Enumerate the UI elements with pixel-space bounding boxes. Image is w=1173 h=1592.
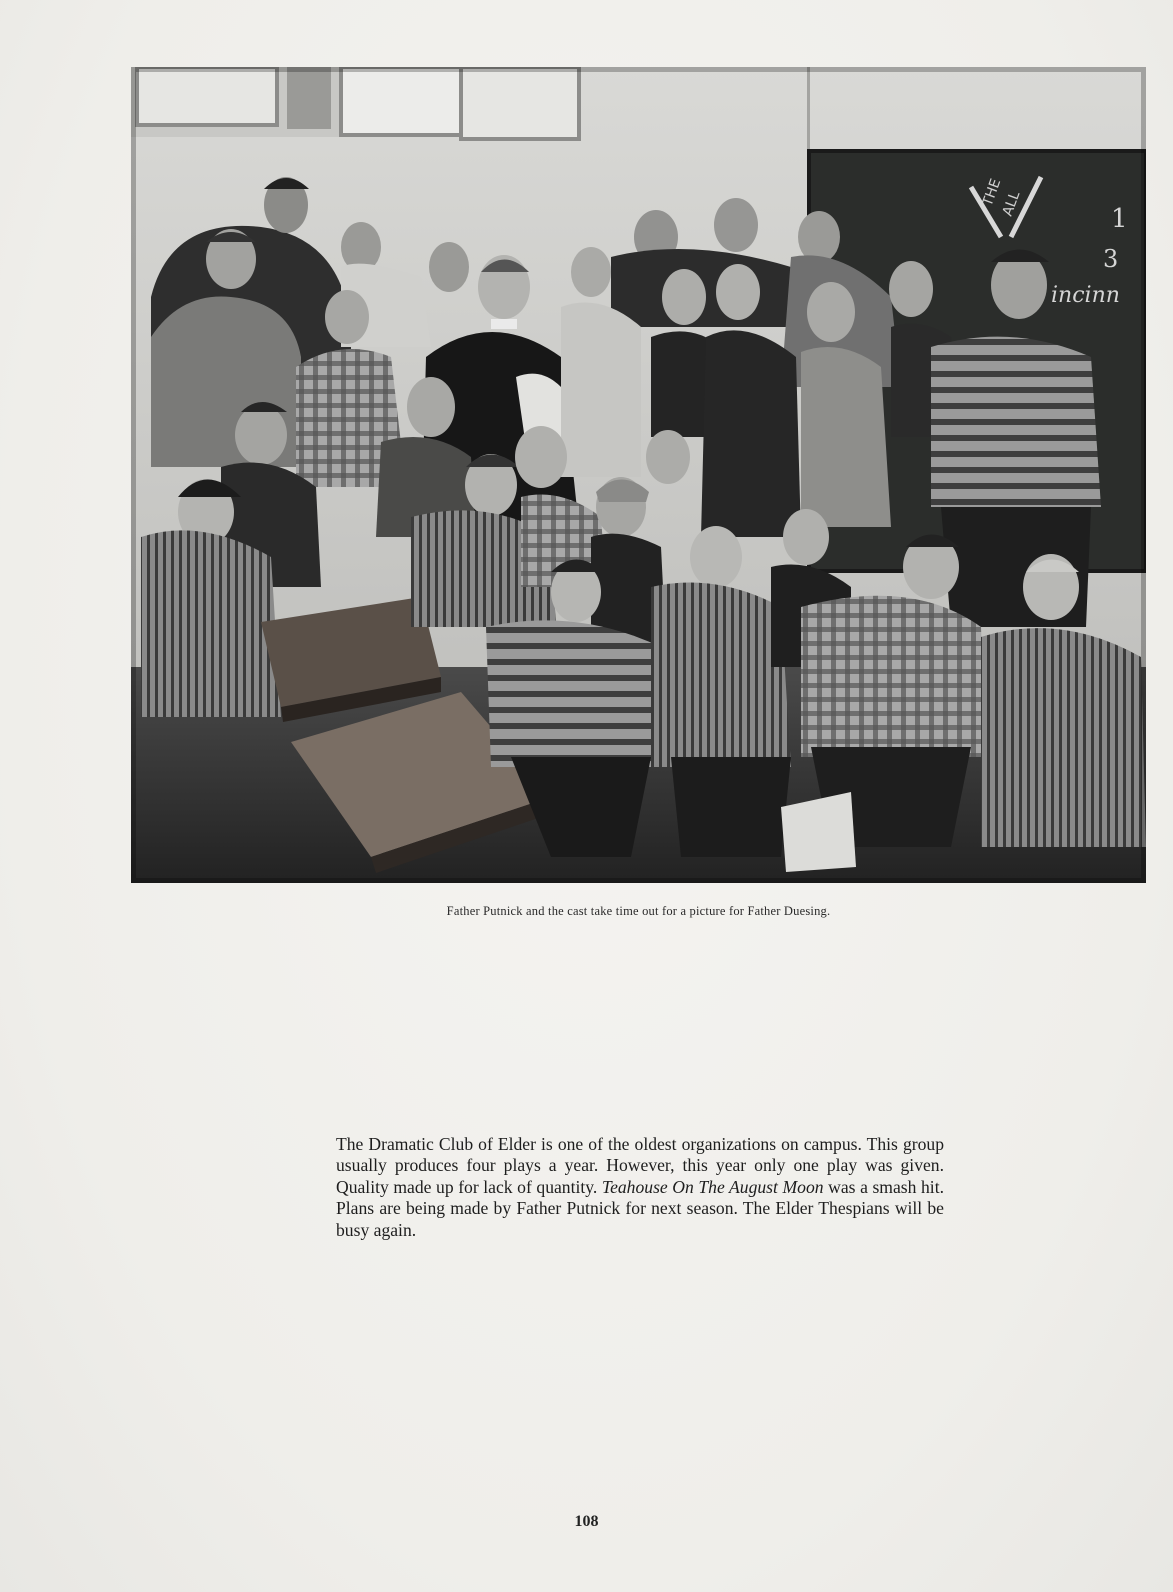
play-title: Teahouse On The August Moon: [601, 1176, 824, 1197]
photo-caption: Father Putnick and the cast take time out for a picture for Father Duesing.: [446, 904, 831, 918]
chalk-text-all: ALL: [999, 189, 1024, 219]
windows: [131, 67, 581, 139]
page-number: 108: [574, 1513, 599, 1530]
chalk-text-the: THE: [979, 176, 1005, 209]
paragraph-text-before-title: The Dramatic Club of Elder is one of the oldest organizations on campus. This group usually produces four plays a year. However, this year only one play was given. Quality made up for lack of quantity.: [336, 1133, 944, 1197]
chalk-text-cincinnati: incinn: [1051, 283, 1120, 308]
group-photograph: [131, 67, 1146, 883]
chalk-text-1: 1: [1111, 204, 1128, 234]
chalk-text-3: 3: [1103, 245, 1119, 273]
paragraph-text-after-title: was a smash hit. Plans are being made by Father Putnick for next season. The Elder Thespians will be busy again.: [336, 1176, 944, 1240]
article-paragraph: [336, 1134, 944, 1242]
photo-illustration: [131, 67, 1146, 883]
